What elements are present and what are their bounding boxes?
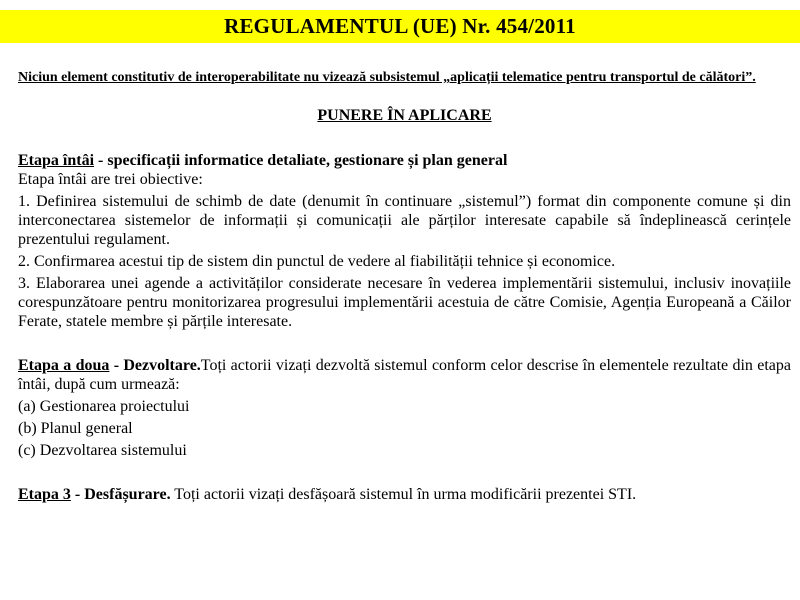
stage2-item-a: (a) Gestionarea proiectului (18, 398, 190, 415)
stage2-item-b: (b) Planul general (18, 420, 133, 437)
document-body (18, 70, 791, 504)
stage2-item-c: (c) Dezvoltarea sistemului (18, 442, 187, 459)
stage3-label: Etapa 3 (18, 486, 71, 503)
stage1-heading (18, 151, 791, 170)
intro-paragraph: Niciun element constitutiv de interoperabilitate nu vizează subsistemul „aplicații telematice pentru transportul de călători”. (18, 70, 756, 85)
document-title: REGULAMENTUL (UE) Nr. 454/2011 (224, 14, 576, 38)
section-heading: PUNERE ÎN APLICARE (317, 107, 492, 124)
stage3-text: Toți actorii vizați desfășoară sistemul în urma modificării prezentei STI. (170, 486, 637, 503)
stage1-title: - specificații informatice detaliate, gestionare și plan general (94, 152, 508, 169)
stage1-item-3: 3. Elaborarea unei agende a activităților considerate necesare în vederea implementării sistemului, inclusiv inovațiile corespunzătoare pentru monitorizarea progresului implementării acestuia de către Comisie, Agenția Europeană a Căilor Ferate, statele membre și părțile interesate. (18, 275, 791, 330)
stage3-title: - Desfășurare. (70, 486, 171, 503)
stage1-item-2: 2. Confirmarea acestui tip de sistem din punctul de vedere al fiabilității tehnice și economice. (18, 253, 616, 270)
stage1-lead: Etapa întâi are trei obiective: (18, 171, 203, 188)
stage1-item-1: 1. Definirea sistemului de schimb de date (denumit în continuare „sistemul”) format din componente comune și din interconectarea sistemelor de informații și comunicații ale părților interesate capabile să îndeplinească cerințele prezentului regulament. (18, 193, 791, 248)
stage1-label: Etapa întâi (18, 152, 95, 169)
title-bar (0, 10, 800, 43)
stage2-paragraph (18, 356, 791, 394)
stage2-label: Etapa a doua (18, 357, 110, 374)
stage2-text: Toți actorii vizați dezvoltă sistemul conform celor descrise în elementele rezultate din etapa întâi, după cum urmează: (18, 357, 791, 393)
stage3-paragraph (18, 485, 791, 504)
stage2-title: - Dezvoltare. (109, 357, 201, 374)
